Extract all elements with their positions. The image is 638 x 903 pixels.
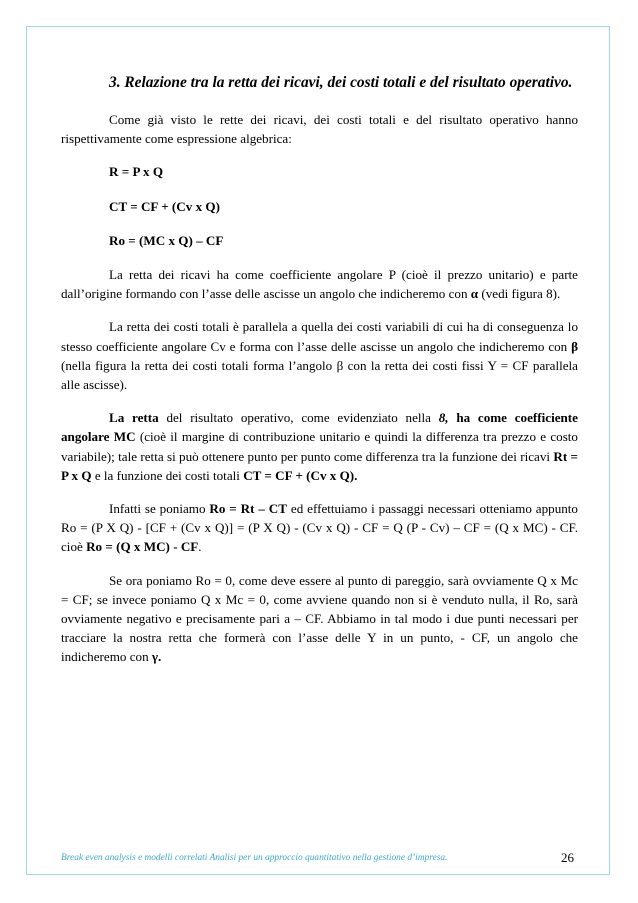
text-span: Ro = (Q x MC) - CF bbox=[86, 539, 199, 555]
formula-total-cost: CT = CF + (Cv x Q) bbox=[109, 198, 220, 214]
gamma-symbol: γ. bbox=[151, 649, 162, 665]
intro-paragraph: Come già visto le rette dei ricavi, dei costi totali e del risultato operativo hanno rispettivamente come espressione algebrica: bbox=[61, 112, 578, 147]
text-span: (vedi figura 8). bbox=[478, 286, 561, 302]
alpha-symbol: α bbox=[470, 286, 479, 302]
section-number: 3. bbox=[109, 74, 121, 91]
page-number: 26 bbox=[561, 850, 574, 865]
text-span: Rt = P x Q bbox=[61, 448, 578, 483]
text-span: (cioè il margine di contribuzione unitario e quindi la differenza tra prezzo e costo variabile); tale retta si può ottenere punto per punto come differenza tra la funzione dei ricavi bbox=[61, 429, 578, 464]
text-span: ed effettuiamo i passaggi necessari otteniamo appunto Ro = (P X Q) - [CF + (Cv x Q)] = (P X Q) - (Cv x Q) - CF = Q (P - Cv) – CF = (Q x MC) - CF. cioè bbox=[61, 501, 578, 555]
text-span: e la funzione dei costi totali bbox=[91, 467, 244, 483]
text-span: Infatti se poniamo bbox=[109, 501, 210, 517]
section-title-text: Relazione tra la retta dei ricavi, dei costi totali e del risultato operativo. bbox=[120, 74, 573, 91]
paragraph-derivation bbox=[61, 499, 578, 557]
formula-revenue: R = P x Q bbox=[109, 164, 164, 180]
text-span: La retta dei ricavi ha come coefficiente angolare P (cioè il prezzo unitario) e parte dall’origine formando con l’asse delle ascisse un angolo che indicheremo con bbox=[61, 267, 578, 302]
text-span: La retta dei costi totali è parallela a quella dei costi variabili di cui ha di conseguenza lo stesso coefficiente angolare Cv e forma con l’asse delle ascisse un angolo che indicheremo con bbox=[61, 319, 578, 354]
paragraph-revenue-line bbox=[61, 265, 578, 303]
text-span: (nella figura la retta dei costi totali forma l’angolo β con la retta dei costi fissi Y = CF parallela alle ascisse). bbox=[61, 357, 578, 393]
section-title bbox=[61, 72, 578, 94]
text-span: ha come coefficiente angolare MC bbox=[61, 410, 578, 445]
text-span: . bbox=[198, 539, 202, 555]
formula-operating-result: Ro = (MC x Q) – CF bbox=[109, 232, 224, 248]
beta-symbol: β bbox=[571, 338, 578, 354]
paragraph-total-cost-line bbox=[61, 317, 578, 394]
text-span: La retta bbox=[109, 410, 159, 426]
footer-text: Break even analysis e modelli correlati Analisi per un approccio quantitativo nella gestione d’impresa. bbox=[61, 853, 448, 863]
page-content bbox=[61, 72, 578, 681]
paragraph-operating-result-line bbox=[61, 408, 578, 485]
text-span: del risultato operativo, come evidenziato nella bbox=[158, 410, 439, 426]
text-span: Ro = Rt – CT bbox=[209, 501, 287, 517]
text-span: 8, bbox=[438, 410, 449, 426]
text-span: Se ora poniamo Ro = 0, come deve essere al punto di pareggio, sarà ovviamente Q x Mc = CF; se invece poniamo Q x Mc = 0, come avviene quando non si è venduto nulla, il Ro, sarà ovviamente negativo e precisamente pari a – CF. Abbiamo in tal modo i due punti necessari per tracciare la nostra retta che formerà con l’asse delle Y in un punto, - CF, un angolo che indicheremo con bbox=[61, 572, 578, 665]
text-span: CT = CF + (Cv x Q). bbox=[243, 467, 358, 483]
paragraph-break-even bbox=[61, 571, 578, 667]
